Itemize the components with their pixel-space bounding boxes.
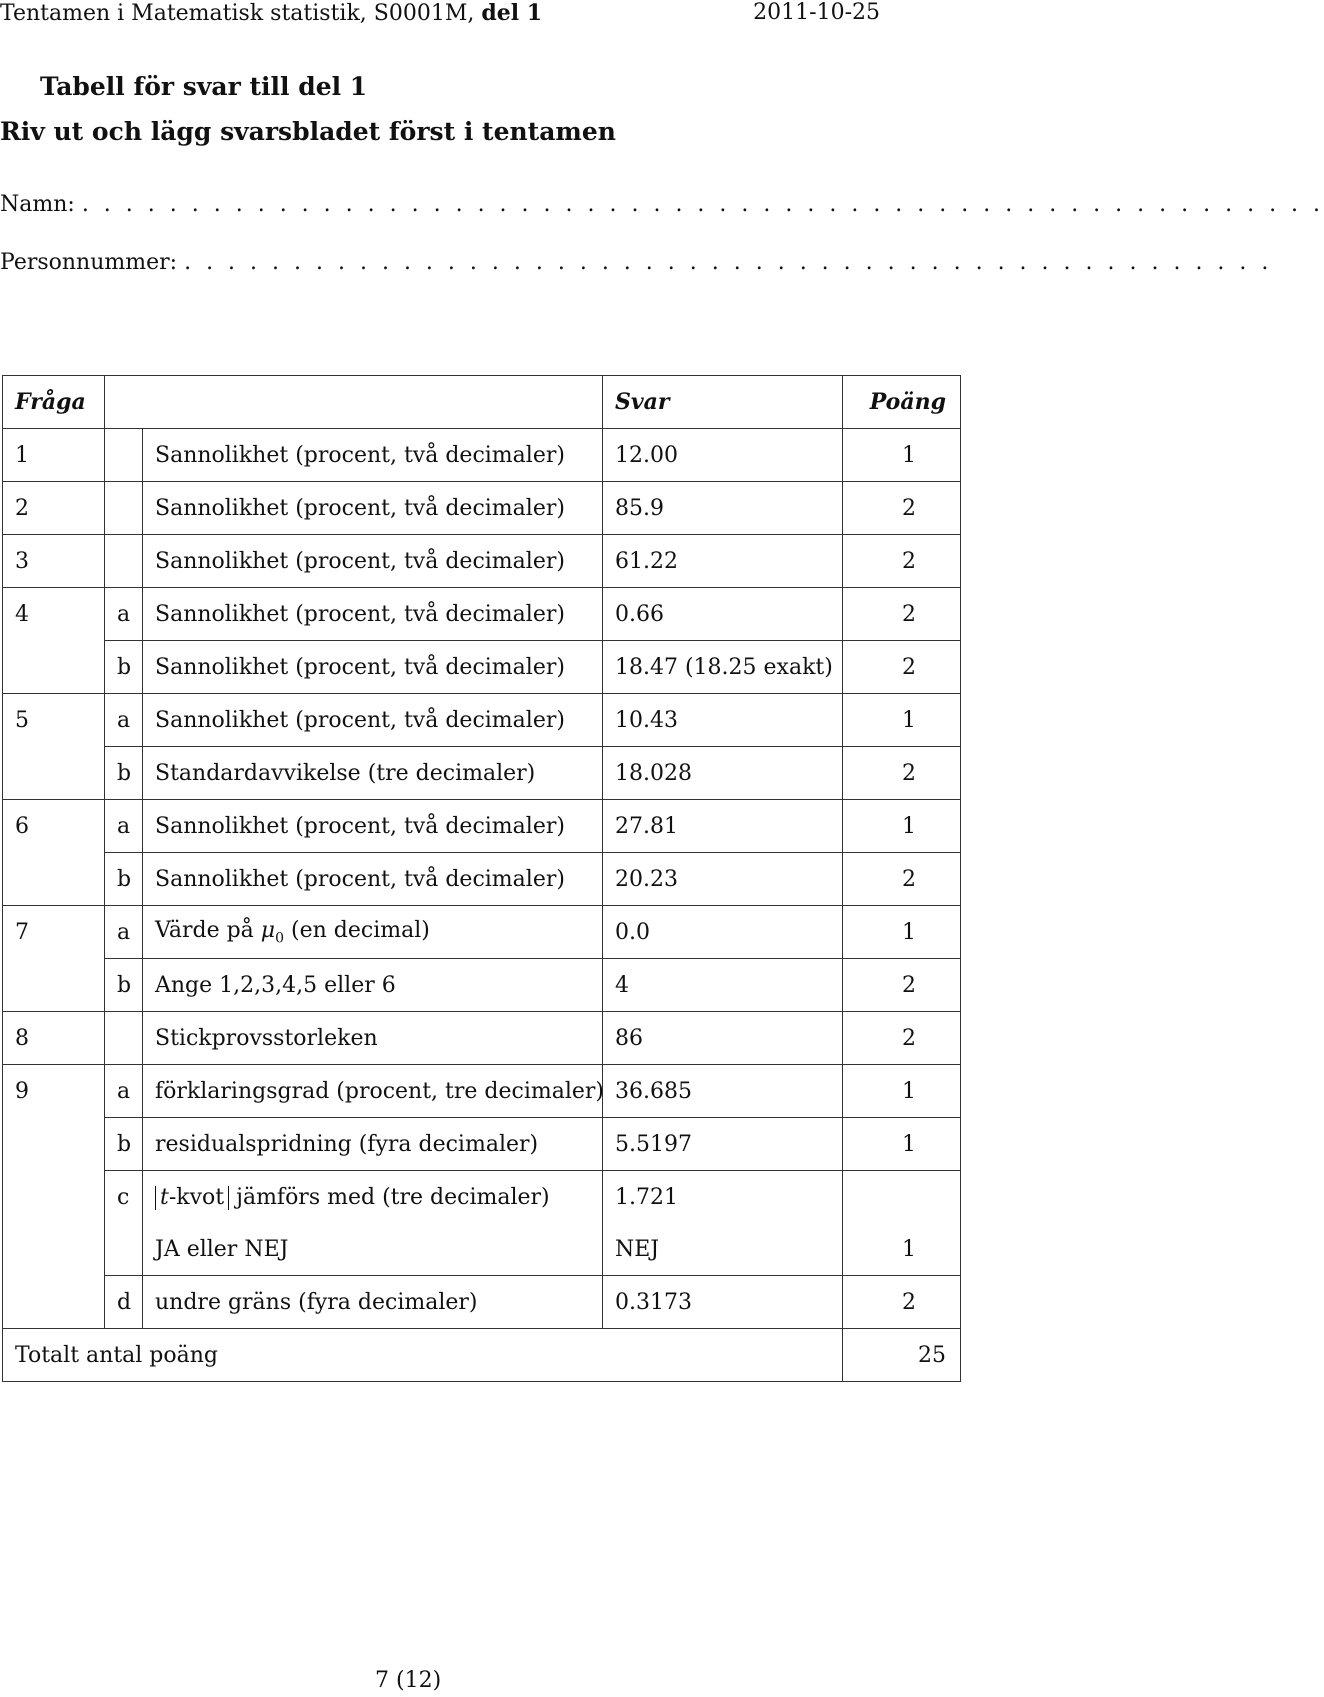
points-value: 2: [843, 853, 961, 906]
points-value: 2: [843, 1012, 961, 1065]
answer-value: NEJ: [603, 1223, 843, 1276]
answer-value: 86: [603, 1012, 843, 1065]
question-number: [3, 959, 105, 1012]
table-row: [3, 1065, 961, 1118]
points-value: [843, 1171, 961, 1224]
question-description: JA eller NEJ: [143, 1223, 603, 1276]
question-description: Sannolikhet (procent, två decimaler): [143, 694, 603, 747]
question-number: 6: [3, 800, 105, 853]
question-description: undre gräns (fyra decimaler): [143, 1276, 603, 1329]
question-number: 1: [3, 429, 105, 482]
answer-value: 4: [603, 959, 843, 1012]
question-number: 8: [3, 1012, 105, 1065]
table-row: [3, 1223, 961, 1276]
personnummer-label: Personnummer:: [0, 250, 178, 275]
points-value: 1: [843, 1065, 961, 1118]
course-part: del 1: [481, 0, 543, 26]
question-description: Stickprovsstorleken: [143, 1012, 603, 1065]
table-row: [3, 429, 961, 482]
table-row: [3, 906, 961, 959]
table-row: [3, 853, 961, 906]
personnummer-dots: . . . . . . . . . . . . . . . . . . . . . . . . . . . . . . . . . . . . . . . . . . . . . . . . . .: [184, 250, 1273, 275]
header-course: [0, 0, 542, 26]
table-row: [3, 588, 961, 641]
question-number: [3, 1171, 105, 1224]
points-value: 2: [843, 959, 961, 1012]
points-value: 2: [843, 588, 961, 641]
answer-value: 12.00: [603, 429, 843, 482]
sub-question: [105, 1012, 143, 1065]
question-number: 2: [3, 482, 105, 535]
question-number: [3, 1276, 105, 1329]
header-date: 2011-10-25: [753, 0, 880, 25]
name-label: Namn:: [0, 192, 75, 217]
sub-question: a: [105, 906, 143, 959]
header-question: Fråga: [3, 376, 105, 429]
question-description: residualspridning (fyra decimaler): [143, 1118, 603, 1171]
question-description: Sannolikhet (procent, två decimaler): [143, 800, 603, 853]
page-number: 7 (12): [375, 1668, 442, 1693]
question-number: 3: [3, 535, 105, 588]
total-points: 25: [843, 1329, 961, 1382]
sub-question: a: [105, 800, 143, 853]
sub-question: [105, 1223, 143, 1276]
sub-question: b: [105, 1118, 143, 1171]
answer-value: 0.0: [603, 906, 843, 959]
sub-question: [105, 482, 143, 535]
sub-question: a: [105, 1065, 143, 1118]
question-number: 9: [3, 1065, 105, 1118]
sub-question: [105, 429, 143, 482]
table-row: [3, 747, 961, 800]
question-number: [3, 747, 105, 800]
question-description: [143, 906, 603, 959]
instruction-title: Riv ut och lägg svarsbladet först i tentamen: [0, 117, 616, 146]
course-title: Tentamen i Matematisk statistik, S0001M,: [0, 1, 475, 26]
sub-question: a: [105, 694, 143, 747]
table-row: [3, 1012, 961, 1065]
answer-value: 27.81: [603, 800, 843, 853]
question-number: 5: [3, 694, 105, 747]
table-row: [3, 1276, 961, 1329]
answer-value: 18.028: [603, 747, 843, 800]
question-number: [3, 1118, 105, 1171]
question-description: [143, 1171, 603, 1224]
description-prefix: Värde på: [155, 917, 254, 943]
table-row: [3, 1171, 961, 1224]
sub-question: b: [105, 959, 143, 1012]
answer-value: 61.22: [603, 535, 843, 588]
table-row: [3, 641, 961, 694]
answer-value: 0.66: [603, 588, 843, 641]
answer-value: 20.23: [603, 853, 843, 906]
points-value: 2: [843, 535, 961, 588]
question-description: Ange 1,2,3,4,5 eller 6: [143, 959, 603, 1012]
answer-value: 0.3173: [603, 1276, 843, 1329]
table-header-row: [3, 376, 961, 429]
points-value: 2: [843, 747, 961, 800]
sub-question: b: [105, 747, 143, 800]
description-suffix: (en decimal): [291, 917, 430, 943]
mu-subscript: 0: [275, 930, 285, 947]
sub-question: [105, 535, 143, 588]
answer-table-title: Tabell för svar till del 1: [40, 72, 368, 101]
table-row: [3, 482, 961, 535]
abs-value: [155, 1186, 229, 1210]
mu-letter: μ: [260, 917, 276, 943]
sub-question: b: [105, 853, 143, 906]
points-value: 1: [843, 906, 961, 959]
question-description: Sannolikhet (procent, två decimaler): [143, 482, 603, 535]
points-value: 2: [843, 1276, 961, 1329]
table-row: [3, 694, 961, 747]
personnummer-field[interactable]: [0, 250, 1272, 275]
answer-value: 10.43: [603, 694, 843, 747]
total-label: Totalt antal poäng: [3, 1329, 843, 1382]
sub-question: a: [105, 588, 143, 641]
question-number: [3, 641, 105, 694]
answer-value: 18.47 (18.25 exakt): [603, 641, 843, 694]
points-value: 1: [843, 800, 961, 853]
points-value: 1: [843, 1118, 961, 1171]
question-description: Sannolikhet (procent, två decimaler): [143, 588, 603, 641]
question-number: [3, 853, 105, 906]
table-row: [3, 959, 961, 1012]
points-value: 1: [843, 429, 961, 482]
name-dots: . . . . . . . . . . . . . . . . . . . . . . . . . . . . . . . . . . . . . . . . . . . . . . . . . . . . . . . . .: [81, 192, 1324, 217]
question-number: 4: [3, 588, 105, 641]
sub-question: d: [105, 1276, 143, 1329]
abs-suffix: -kvot: [168, 1184, 225, 1210]
question-number: 7: [3, 906, 105, 959]
question-description: Sannolikhet (procent, två decimaler): [143, 853, 603, 906]
answer-value: 5.5197: [603, 1118, 843, 1171]
answer-value: 85.9: [603, 482, 843, 535]
header-answer: Svar: [603, 376, 843, 429]
name-field[interactable]: [0, 192, 1324, 217]
table-row: [3, 800, 961, 853]
question-description: Sannolikhet (procent, två decimaler): [143, 429, 603, 482]
page-header: [0, 0, 880, 28]
table-row: [3, 535, 961, 588]
points-value: 2: [843, 482, 961, 535]
answer-value: 1.721: [603, 1171, 843, 1224]
question-description: Sannolikhet (procent, två decimaler): [143, 641, 603, 694]
t-symbol: t: [160, 1184, 169, 1210]
mu-symbol: [260, 917, 285, 947]
question-description: Standardavvikelse (tre decimaler): [143, 747, 603, 800]
question-description: Sannolikhet (procent, två decimaler): [143, 535, 603, 588]
sub-question: b: [105, 641, 143, 694]
header-points: Poäng: [843, 376, 961, 429]
answer-table: [2, 375, 961, 1382]
sub-question: c: [105, 1171, 143, 1224]
table-row: [3, 1118, 961, 1171]
points-value: 2: [843, 641, 961, 694]
total-row: [3, 1329, 961, 1382]
description-suffix: jämförs med (tre decimaler): [236, 1184, 550, 1210]
points-value: 1: [843, 1223, 961, 1276]
answer-value: 36.685: [603, 1065, 843, 1118]
points-value: 1: [843, 694, 961, 747]
header-description: [105, 376, 603, 429]
question-number: [3, 1223, 105, 1276]
question-description: förklaringsgrad (procent, tre decimaler): [143, 1065, 603, 1118]
